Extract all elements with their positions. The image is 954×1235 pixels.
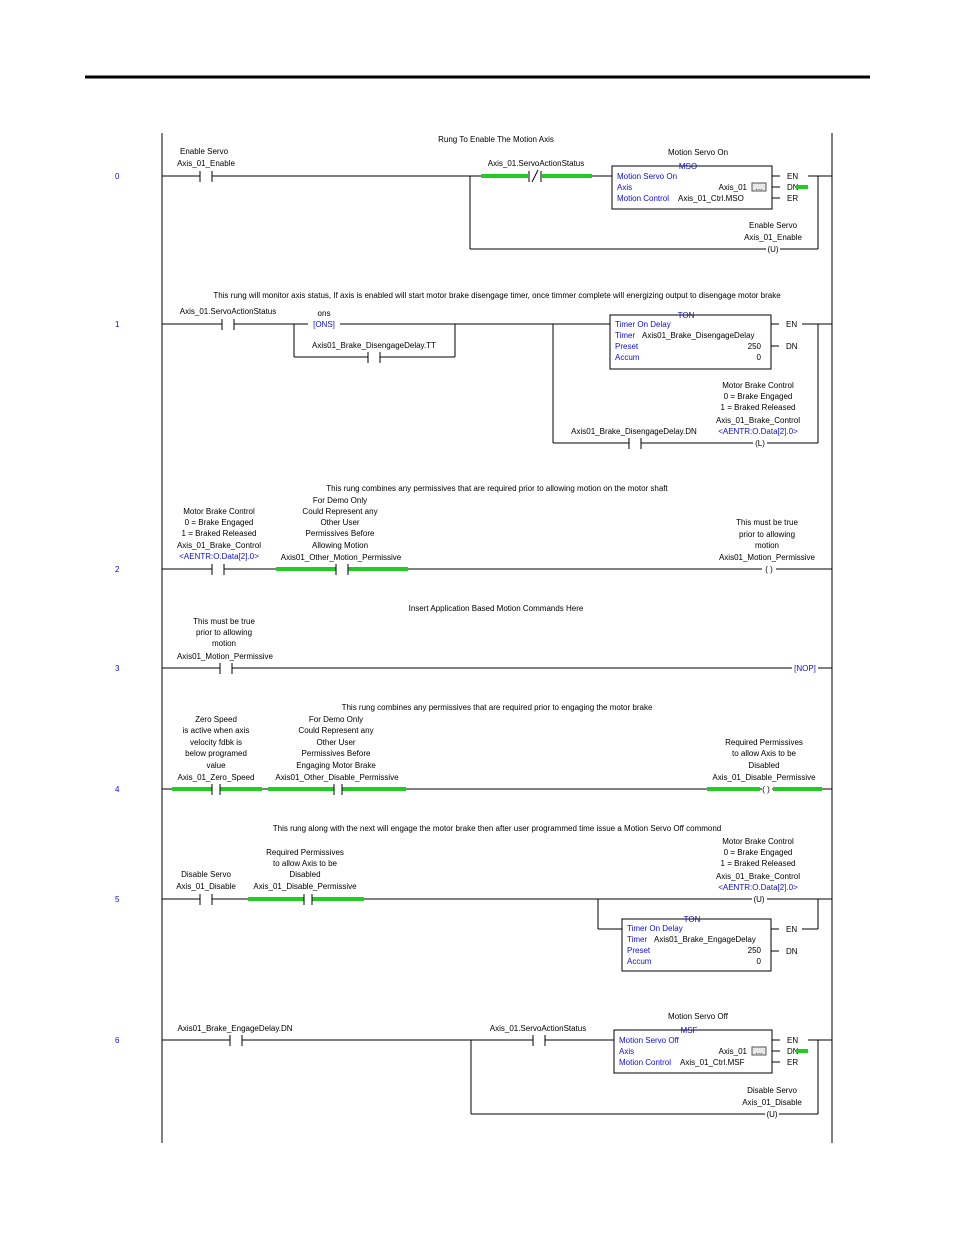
coil-symbol: ( ) <box>765 565 773 574</box>
rung-number: 0 <box>115 172 120 181</box>
coil-description: Enable Servo <box>748 221 798 230</box>
browse-label: ... <box>755 183 763 192</box>
block-description: Motion Servo Off <box>668 1012 728 1021</box>
coil-description: Motor Brake Control <box>722 381 794 390</box>
coil-disable-permissive[interactable] <box>707 738 822 794</box>
contact-description: 1 = Braked Released <box>181 529 257 538</box>
contact-tag: Axis_01.ServoActionStatus <box>489 1024 587 1033</box>
contact-servo-action-status[interactable] <box>490 1024 587 1046</box>
contact-description: Other User <box>320 518 360 527</box>
nop-instruction[interactable]: [NOP] <box>794 664 816 673</box>
contact-description: Disabled <box>289 870 321 879</box>
contact-tag: Axis01_Brake_DisengageDelay.DN <box>571 427 697 436</box>
coil-description: This must be true <box>736 518 798 527</box>
contact-tag: Axis01_Brake_EngageDelay.DN <box>177 1024 293 1033</box>
rung-2 <box>115 484 832 575</box>
contact-description: value <box>206 761 226 770</box>
coil-brake-control-unlatch[interactable] <box>716 837 800 904</box>
contact-description: For Demo Only <box>308 715 364 724</box>
contact-disengage-delay-dn[interactable] <box>571 427 697 449</box>
contact-description: Allowing Motion <box>311 541 369 550</box>
output-en: EN <box>786 925 798 934</box>
rung-number: 3 <box>115 664 120 673</box>
contact-tag: Axis_01_Zero_Speed <box>177 773 255 782</box>
rung-comment: This rung along with the next will engage the motor brake then after user programmed time issue a Motion Servo Off commond <box>272 824 722 833</box>
coil-axis-01-enable[interactable] <box>470 221 818 254</box>
coil-tag: Axis_01_Disable_Permissive <box>712 773 816 782</box>
block-mnemonic: TON <box>677 311 695 320</box>
output-er: ER <box>787 1058 799 1067</box>
contact-alias: <AENTR:O.Data[2].0> <box>179 552 259 561</box>
axis-value: Axis_01 <box>718 1047 747 1056</box>
contact-brake-control[interactable] <box>177 507 261 575</box>
coil-description: motion <box>754 541 780 550</box>
accum-value: 0 <box>756 957 761 966</box>
coil-alias: <AENTR:O.Data[2].0> <box>718 427 798 436</box>
rung-number: 1 <box>115 320 120 329</box>
coil-description: Disabled <box>748 761 780 770</box>
coil-symbol: (U) <box>767 245 779 254</box>
contact-tag: Axis_01_Enable <box>177 159 235 168</box>
coil-description: Motor Brake Control <box>722 837 794 846</box>
coil-description: Required Permissives <box>725 738 803 747</box>
block-title: Motion Servo Off <box>619 1036 679 1045</box>
coil-tag: Axis_01_Enable <box>744 233 802 242</box>
ons-label: [ONS] <box>313 320 335 329</box>
contact-description: Zero Speed <box>195 715 237 724</box>
contact-tag: Axis01_Other_Motion_Permissive <box>280 553 402 562</box>
contact-description: Permissives Before <box>301 749 371 758</box>
coil-motion-permissive[interactable] <box>719 518 816 574</box>
contact-description: Motor Brake Control <box>183 507 255 516</box>
rung-5 <box>115 824 832 971</box>
block-title: Motion Servo On <box>617 172 678 181</box>
contact-disable-permissive[interactable] <box>248 848 364 905</box>
coil-tag: Axis_01_Brake_Control <box>715 416 801 425</box>
timer-value: Axis01_Brake_DisengageDelay <box>642 331 755 340</box>
contact-other-motion-permissive[interactable] <box>276 496 408 575</box>
contact-description: velocity fdbk is <box>189 738 243 747</box>
contact-tag: Axis_01_Disable_Permissive <box>253 882 357 891</box>
timer-label: Timer <box>615 331 636 340</box>
contact-description: Could Represent any <box>302 507 378 516</box>
preset-value: 250 <box>747 342 761 351</box>
contact-description: below programed <box>185 749 247 758</box>
coil-description: 1 = Braked Released <box>720 403 796 412</box>
coil-symbol: (L) <box>755 439 765 448</box>
accum-label: Accum <box>615 353 640 362</box>
contact-description: Permissives Before <box>305 529 375 538</box>
rung-comment: This rung combines any permissives that are required prior to engaging the motor brake <box>341 703 653 712</box>
coil-axis-01-disable[interactable] <box>471 1086 818 1119</box>
accum-value: 0 <box>756 353 761 362</box>
contact-zero-speed[interactable] <box>172 715 262 795</box>
coil-tag: Axis01_Motion_Permissive <box>718 553 816 562</box>
coil-description: 0 = Brake Engaged <box>723 848 793 857</box>
output-en: EN <box>786 320 798 329</box>
browse-label: ... <box>755 1047 763 1056</box>
contact-servo-action-status[interactable] <box>180 307 277 330</box>
block-description: Motion Servo On <box>667 148 729 157</box>
contact-description: to allow Axis to be <box>272 859 338 868</box>
contact-description: Engaging Motor Brake <box>296 761 376 770</box>
rung-comment: This rung will monitor axis status, If axis is enabled will start motor brake disengage timer, once timmer complete will energizing output to disengage motor brake <box>213 291 781 300</box>
contact-axis-01-enable[interactable] <box>177 147 235 182</box>
contact-description: prior to allowing <box>195 628 253 637</box>
block-mnemonic: MSO <box>678 162 698 171</box>
contact-description: Disable Servo <box>181 870 231 879</box>
output-er: ER <box>787 194 799 203</box>
coil-symbol: ( ) <box>762 785 770 794</box>
accum-label: Accum <box>627 957 652 966</box>
rung-number: 4 <box>115 785 120 794</box>
control-label: Motion Control <box>619 1058 672 1067</box>
timer-title: Timer On Delay <box>627 924 683 933</box>
output-dn: DN <box>786 947 798 956</box>
contact-description: Could Represent any <box>298 726 374 735</box>
rung-number: 2 <box>115 565 120 574</box>
contact-axis-01-disable[interactable] <box>176 870 236 905</box>
rung-number: 6 <box>115 1036 120 1045</box>
coil-tag: Axis_01_Disable <box>742 1098 802 1107</box>
rung-comment: Rung To Enable The Motion Axis <box>438 135 554 144</box>
rung-comment: This rung combines any permissives that are required prior to allowing motion on the motor shaft <box>326 484 668 493</box>
output-en: EN <box>787 172 799 181</box>
contact-description: is active when axis <box>182 726 250 735</box>
contact-description: This must be true <box>193 617 255 626</box>
coil-brake-control-latch[interactable] <box>716 381 800 448</box>
contact-description: Other User <box>316 738 356 747</box>
axis-label: Axis <box>619 1047 635 1056</box>
contact-tag: Axis_01.ServoActionStatus <box>179 307 277 316</box>
contact-description: For Demo Only <box>312 496 368 505</box>
contact-description: Required Permissives <box>266 848 344 857</box>
coil-alias: <AENTR:O.Data[2].0> <box>718 883 798 892</box>
contact-description: motion <box>211 639 237 648</box>
axis-label: Axis <box>617 183 633 192</box>
contact-tag: Axis01_Brake_DisengageDelay.TT <box>312 341 436 350</box>
contact-description: Enable Servo <box>179 147 229 156</box>
ons-tag: ons <box>317 309 331 318</box>
preset-label: Preset <box>615 342 639 351</box>
contact-servo-action-status[interactable] <box>481 159 592 182</box>
contact-other-disable-permissive[interactable] <box>268 715 406 795</box>
block-mnemonic: TON <box>683 915 701 924</box>
rung-3 <box>115 604 832 674</box>
coil-symbol: (U) <box>766 1110 778 1119</box>
coil-description: Disable Servo <box>747 1086 797 1095</box>
axis-value: Axis_01 <box>718 183 747 192</box>
contact-disengage-delay-tt[interactable] <box>312 341 436 363</box>
contact-description: 0 = Brake Engaged <box>184 518 254 527</box>
coil-description: 1 = Braked Released <box>720 859 796 868</box>
control-value: Axis_01_Ctrl.MSF <box>680 1058 745 1067</box>
coil-description: prior to allowing <box>738 530 796 539</box>
contact-tag: Axis_01_Brake_Control <box>176 541 262 550</box>
coil-symbol: (U) <box>753 895 765 904</box>
timer-value: Axis01_Brake_EngageDelay <box>654 935 756 944</box>
coil-description: to allow Axis to be <box>731 749 797 758</box>
rung-6 <box>115 1012 832 1119</box>
ton-engage-delay-block[interactable] <box>622 915 818 971</box>
rung-0 <box>115 135 832 254</box>
preset-value: 250 <box>747 946 761 955</box>
output-dn: DN <box>787 1047 799 1056</box>
timer-label: Timer <box>627 935 648 944</box>
coil-tag: Axis_01_Brake_Control <box>715 872 801 881</box>
rung-number: 5 <box>115 895 120 904</box>
contact-engage-delay-dn[interactable] <box>177 1024 292 1046</box>
preset-label: Preset <box>627 946 651 955</box>
contact-tag: Axis01_Motion_Permissive <box>176 652 274 661</box>
control-label: Motion Control <box>617 194 670 203</box>
rung-comment: Insert Application Based Motion Commands Here <box>408 604 584 613</box>
contact-tag: Axis_01_Disable <box>176 882 236 891</box>
block-mnemonic: MSF <box>680 1026 698 1035</box>
contact-tag: Axis01_Other_Disable_Permissive <box>275 773 399 782</box>
ons-instruction[interactable] <box>313 309 335 329</box>
rung-1 <box>115 291 832 449</box>
output-dn: DN <box>786 342 798 351</box>
control-value: Axis_01_Ctrl.MSO <box>678 194 744 203</box>
timer-title: Timer On Delay <box>615 320 671 329</box>
contact-tag: Axis_01.ServoActionStatus <box>487 159 585 168</box>
coil-description: 0 = Brake Engaged <box>723 392 793 401</box>
rung-4 <box>115 703 832 795</box>
contact-motion-permissive[interactable] <box>177 617 274 674</box>
output-en: EN <box>787 1036 799 1045</box>
output-dn: DN <box>787 183 799 192</box>
